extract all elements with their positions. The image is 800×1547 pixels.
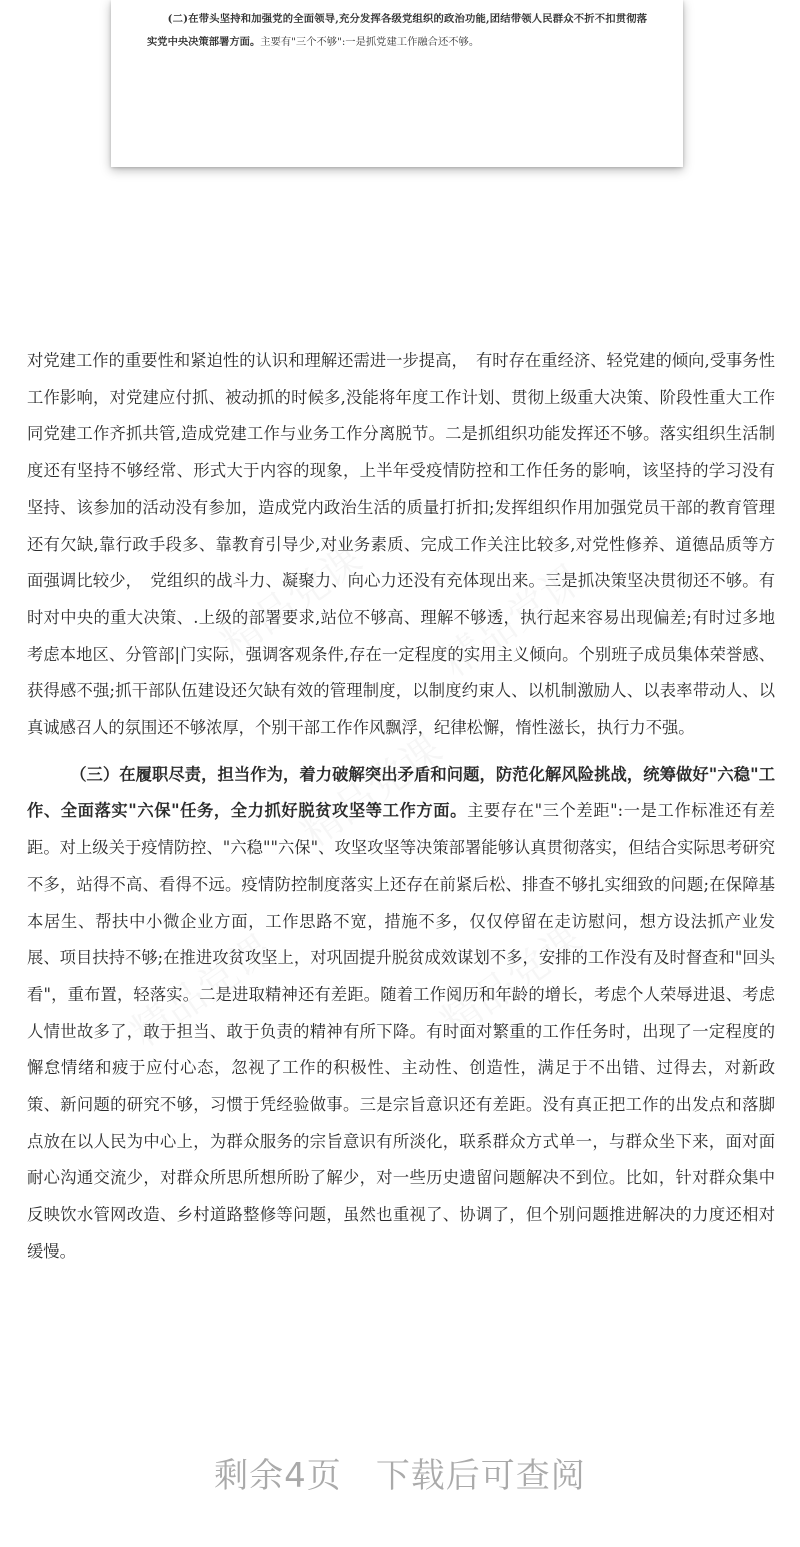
paragraph-1: 对党建工作的重要性和紧迫性的认识和理解还需进一步提高， 有时存在重经济、轻党建的倾向,受事务性工作影响，对党建应付抓、被动抓的时候多,没能将年度工作计划、贯彻上级重大决策、阶段性重大工作同党建工作齐抓共管,造成党建工作与业务工作分离脱节。二是抓组织功能发挥还不够。落实组织生活制度还有坚持不够经常、形式大于内容的现象，上半年受疫情防控和工作任务的影响，该坚持的学习没有坚持、该参加的活动没有参加，造成党内政治生活的质量打折扣;发挥组织作用加强党员干部的教育管理还有欠缺,靠行政手段多、靠教育引导少,对业务素质、完成工作关注比较多,对党性修养、道德品质等方面强调比较少， 党组织的战斗力、凝聚力、向心力还没有充体现出来。三是抓决策坚决贯彻还不够。有时对中央的重大决策、.上级的部署要求,站位不够高、理解不够透，执行起来容易出现偏差;有时过多地考虑本地区、分管部|门实际，强调客观条件,存在一定程度的实用主义倾向。个别班子成员集体荣誉感、获得感不强;抓干部队伍建设还欠缺有效的管理制度，以制度约束人、以机制激励人、以表率带动人、以真诚感召人的氛围还不够浓厚，个别干部工作作风飘浮，纪律松懈，惰性滋长，执行力不强。 [27, 351, 775, 738]
remaining-pages-label: 剩余4页 [214, 1456, 342, 1496]
preview-page-card [111, 0, 683, 167]
preview-paragraph [147, 8, 647, 54]
paragraph-2-text: 主要存在"三个差距":一是工作标准还有差距。对上级关于疫情防控、"六稳""六保"、攻坚攻坚等决策部署能够认真贯彻落实，但结合实际思考研究不多，站得不高、看得不远。疫情防控制度落实上还存在前紧后松、排查不够扎实细致的问题;在保障基本居生、帮扶中小微企业方面，工作思路不宽，措施不多，仅仅停留在走访慰问，想方设法抓产业发展、项目扶持不够;在推进攻贫攻坚上，对巩固提升脱贫成效谋划不多，安排的工作没有及时督查和"回头看"，重布置，轻落实。二是进取精神还有差距。随着工作阅历和年龄的增长，考虑个人荣辱进退、考虑人情世故多了，敢于担当、敢于负责的精神有所下降。有时面对繁重的工作任务时，出现了一定程度的懈怠情绪和疲于应付心态，忽视了工作的积极性、主动性、创造性，满足于不出错、过得去，对新政策、新问题的研究不够，习惯于凭经验做事。三是宗旨意识还有差距。没有真正把工作的出发点和落脚点放在以人民为中心上，为群众服务的宗旨意识有所淡化，联系群众方式单一，与群众坐下来，面对面耐心沟通交流少，对群众所思所想所盼了解少，对一些历史遗留问题解决不到位。比如，针对群众集中反映饮水管网改造、乡村道路整修等问题，虽然也重视了、协调了，但个别问题推进解决的力度还相对缓慢。 [27, 801, 776, 1261]
preview-text: 主要有"三个不够":一是抓党建工作融合还不够。 [260, 36, 480, 48]
download-to-view-label: 下载后可查阅 [375, 1456, 586, 1496]
paragraph-2 [27, 757, 775, 1271]
section-heading-3: （三）在履职尽责，担当作为，着力破解突出矛盾和问题，防范化解风险挑战，统筹做好"六稳"工作、全面落实"六保"任务，全力抓好脱贫攻坚等工作方面。 [27, 764, 775, 821]
preview-heading: (二)在带头坚持和加强党的全面领导,充分发挥各级党组织的政治功能,团结带领人民群众不折不扣贯彻落实党中央决策部署方面。 [147, 13, 647, 48]
document-body [27, 343, 775, 1271]
download-prompt[interactable] [0, 1448, 800, 1497]
